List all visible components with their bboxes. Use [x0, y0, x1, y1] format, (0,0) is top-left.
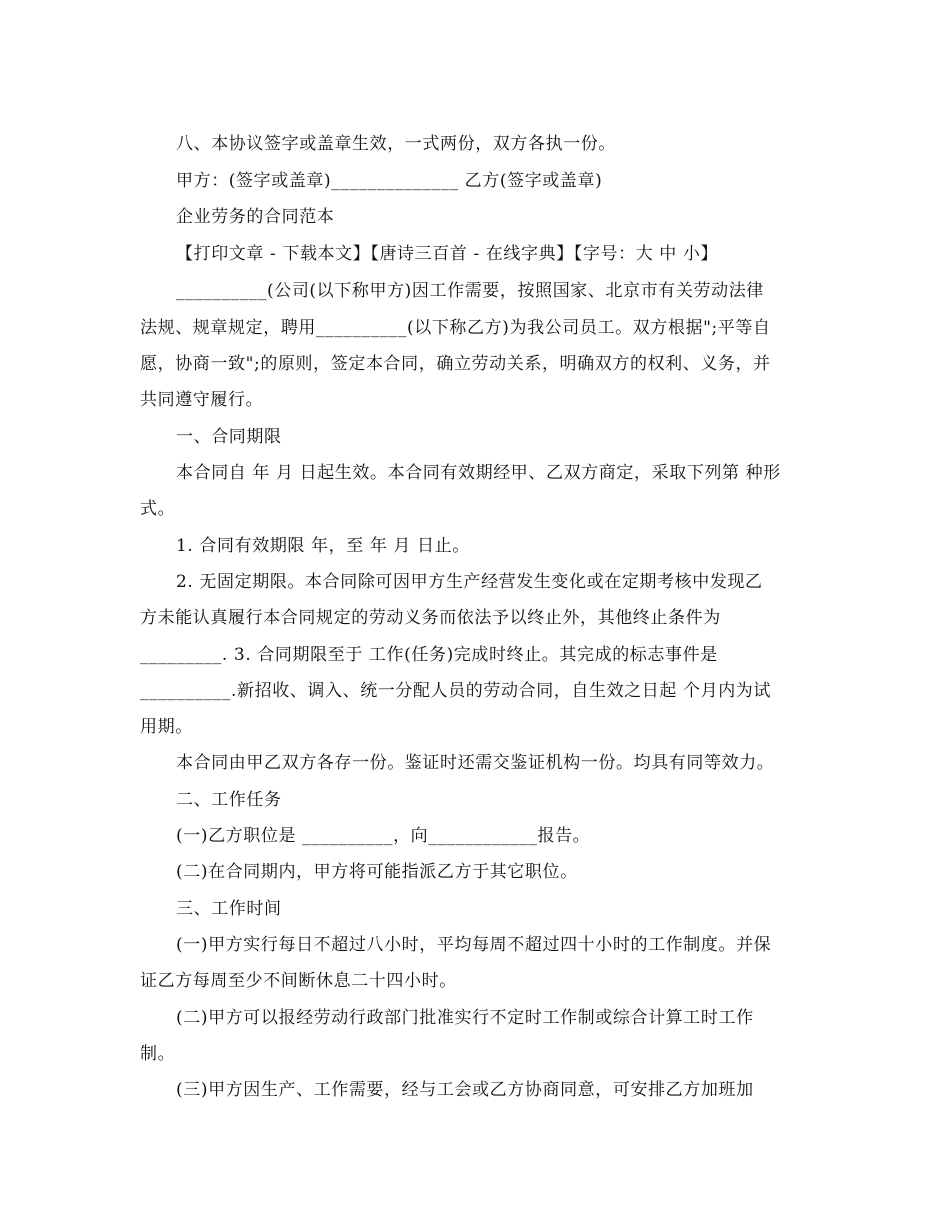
text-line: 1. 合同有效期限 年，至 年 月 日止。 [176, 536, 470, 556]
text-line: (一)甲方实行每日不超过八小时，平均每周不超过四十小时的工作制度。并保 [176, 935, 772, 955]
text-line: 用期。 [140, 717, 193, 737]
text-line: 2. 无固定期限。本合同除可因甲方生产经营发生变化或在定期考核中发现乙 [176, 572, 763, 592]
text-line: 方未能认真履行本合同规定的劳动义务而依法予以终止外，其他终止条件为 [140, 608, 721, 628]
text-line: (三)甲方因生产、工作需要，经与工会或乙方协商同意，可安排乙方加班加 [176, 1080, 754, 1100]
text-line: __________.新招收、调入、统一分配人员的劳动合同，自生效之日起 个月内为试 [140, 681, 772, 701]
text-line: (一)乙方职位是 __________，向____________报告。 [176, 826, 591, 846]
text-line: 共同遵守履行。 [140, 390, 264, 410]
section-heading: 二、工作任务 [176, 790, 282, 810]
text-line: _________. 3. 合同期限至于 工作(任务)完成时终止。其完成的标志事件是 [140, 645, 718, 665]
text-line: (二)甲方可以报经劳动行政部门批准实行不定时工作制或综合计算工时工作 [176, 1008, 754, 1028]
doc-title: 企业劳务的合同范本 [176, 207, 335, 227]
text-line: 法规、规章规定，聘用__________(以下称乙方)为我公司员工。双方根据";平等自 [140, 318, 771, 338]
text-line: (二)在合同期内，甲方将可能指派乙方于其它职位。 [176, 862, 578, 882]
text-line: 本合同由甲乙双方各存一份。鉴证时还需交鉴证机构一份。均具有同等效力。 [176, 753, 775, 773]
article-toolbar[interactable]: 【打印文章 - 下载本文】【唐诗三百首 - 在线字典】【字号：大 中 小】 [176, 244, 719, 264]
text-line: 制。 [140, 1044, 176, 1064]
text-line: 证乙方每周至少不间断休息二十四小时。 [140, 971, 457, 991]
section-heading: 一、合同期限 [176, 427, 282, 447]
text-line: 八、本协议签字或盖章生效，一式两份，双方各执一份。 [176, 134, 616, 154]
text-line: 甲方：(签字或盖章)______________ 乙方(签字或盖章) [176, 171, 603, 191]
section-heading: 三、工作时间 [176, 899, 282, 919]
text-line: 式。 [140, 499, 176, 519]
text-line: 愿，协商一致";的原则，签定本合同，确立劳动关系，明确双方的权利、义务，并 [140, 354, 771, 374]
text-line: 本合同自 年 月 日起生效。本合同有效期经甲、乙双方商定，采取下列第 种形 [176, 463, 781, 483]
text-line: __________(公司(以下称甲方)因工作需要，按照国家、北京市有关劳动法律 [176, 281, 764, 301]
